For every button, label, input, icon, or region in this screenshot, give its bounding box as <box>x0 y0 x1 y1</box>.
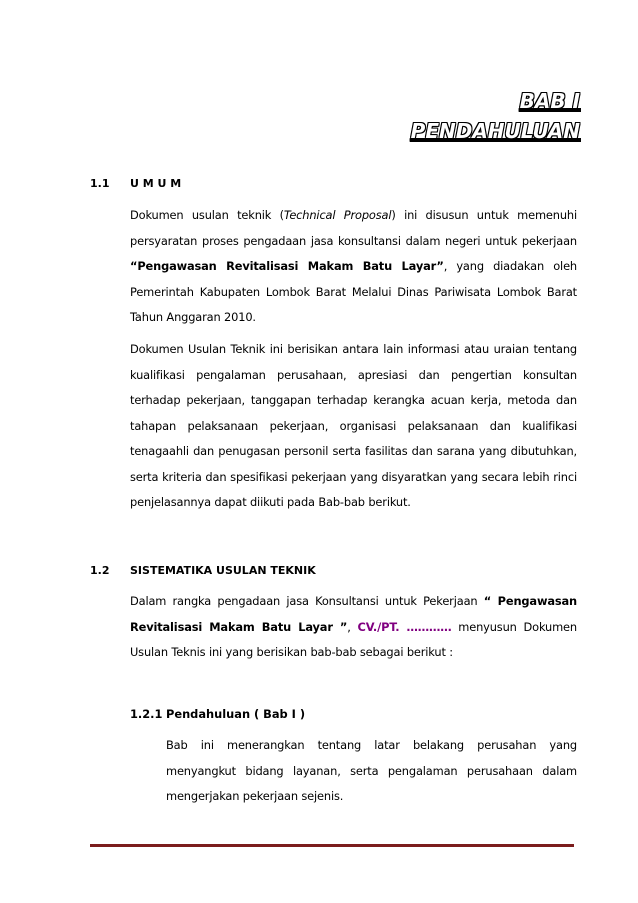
paragraph-umum-1 <box>130 203 577 331</box>
section-heading-1-1 <box>90 177 181 190</box>
chapter-header <box>411 86 580 146</box>
text-run: , yang diadakan oleh Pemerintah Kabupaten Lombok Barat Melalui Dinas Pariwisata Lombok Barat Tahun Anggaran 2010. <box>130 259 577 324</box>
footer-rule <box>90 844 574 847</box>
subsection-heading-1-2-1 <box>130 707 305 721</box>
section-number: 1.2 <box>90 564 110 577</box>
text-run: menyusun Dokumen Usulan Teknis ini yang berisikan bab-bab sebagai berikut : <box>130 619 577 659</box>
text-run: ) ini disusun untuk memenuhi persyaratan proses pengadaan jasa konsultansi dalam negeri untuk pekerjaan <box>130 208 577 248</box>
section-number: 1.1 <box>90 177 110 190</box>
paragraph-sistematika <box>130 589 577 666</box>
section-title: SISTEMATIKA USULAN TEKNIK <box>130 564 316 577</box>
chapter-number: BAB I <box>519 89 580 113</box>
subsection-number: 1.2.1 <box>130 707 163 721</box>
paragraph-umum-2: Dokumen Usulan Teknik ini berisikan antara lain informasi atau uraian tentang kualifikasi pengalaman perusahaan, apresiasi dan pengertian konsultan terhadap pekerjaan, tanggapan terhadap kerangka acuan kerja, metoda dan tahapan pelaksanaan pekerjaan, organisasi pelaksanaan dan kualifikasi tenagaahli dan penugasan personil serta fasilitas dan sarana yang dibutuhkan, serta kriteria dan spesifikasi pekerjaan yang disyaratkan yang secara lebih rinci penjelasannya dapat diikuti pada Bab-bab berikut. <box>130 342 577 509</box>
subsection-title: Pendahuluan ( Bab I ) <box>166 707 306 721</box>
section-heading-1-2 <box>90 564 316 577</box>
text-run-italic: Technical Proposal <box>283 208 392 222</box>
text-run: Dokumen usulan teknik ( <box>130 208 284 222</box>
text-run: Dalam rangka pengadaan jasa Konsultansi untuk Pekerjaan <box>130 594 484 608</box>
company-placeholder: CV./PT. ………… <box>357 619 452 634</box>
chapter-title: PENDAHULUAN <box>410 119 580 143</box>
project-name: “Pengawasan Revitalisasi Makam Batu Layar” <box>130 259 444 273</box>
text-run: , <box>347 619 358 634</box>
section-title: U M U M <box>130 177 182 190</box>
paragraph-pendahuluan: Bab ini menerangkan tentang latar belakang perusahan yang menyangkut bidang layanan, serta pengalaman perusahaan dalam mengerjakan pekerjaan sejenis. <box>166 738 577 803</box>
project-name: “ Pengawasan Revitalisasi Makam Batu Layar ” <box>130 594 577 634</box>
